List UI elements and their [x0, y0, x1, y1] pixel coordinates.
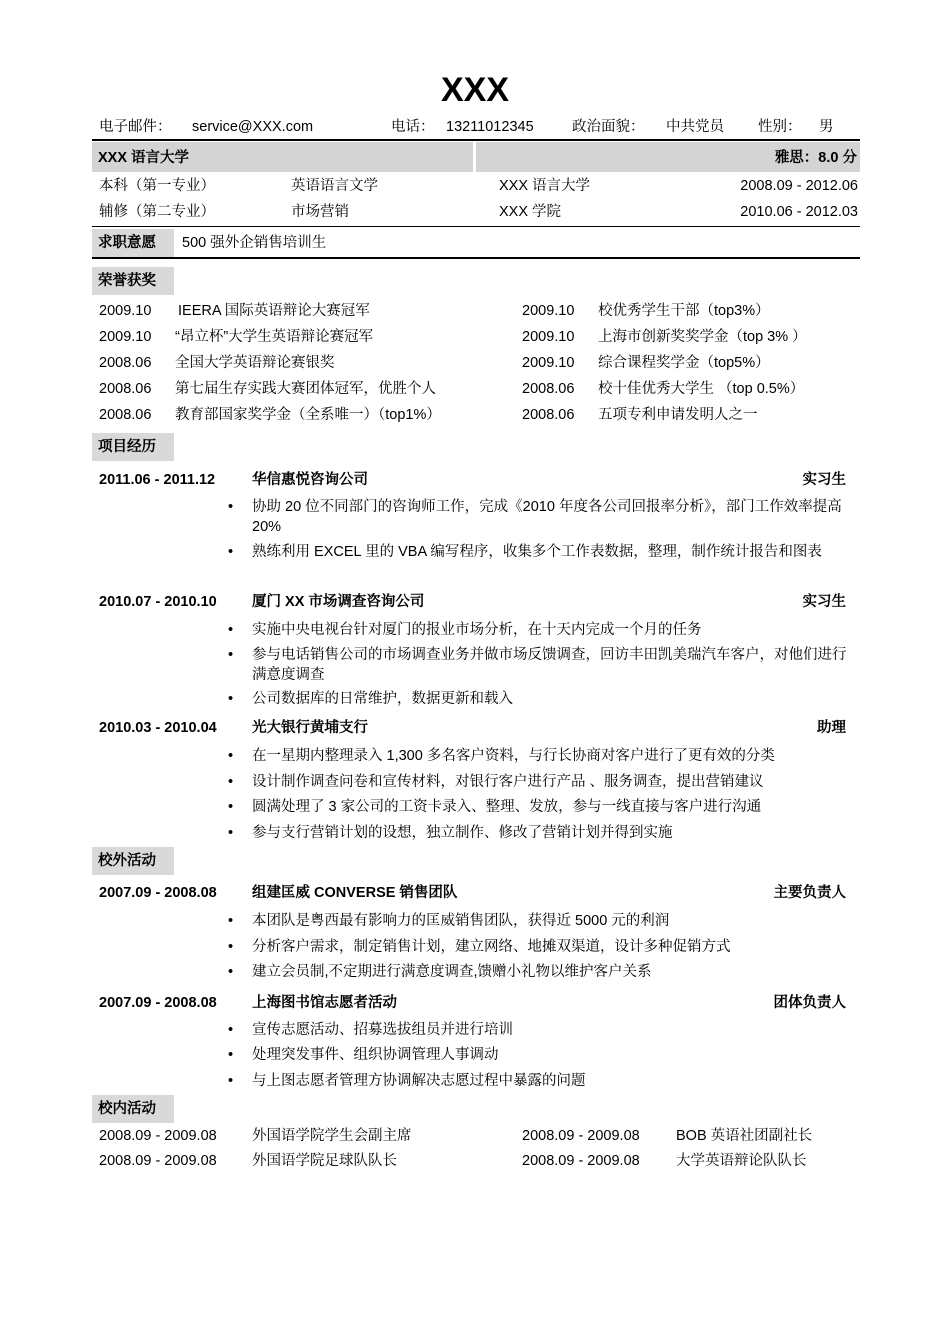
- edu-row-2-school: XXX 学院: [499, 204, 562, 220]
- gender-value: 男: [819, 119, 834, 135]
- honor-right-4-date: 2008.06: [522, 381, 575, 397]
- honor-right-2-date: 2009.10: [522, 329, 575, 345]
- project-1-period: 2011.06 - 2011.12: [99, 472, 216, 488]
- edu-row-2-period: 2010.06 - 2012.03: [740, 204, 858, 220]
- honor-right-5-text: 五项专利申请发明人之一: [598, 407, 758, 423]
- phone-label: 电话：: [391, 119, 435, 135]
- honor-left-5-date: 2008.06: [99, 407, 152, 423]
- edu-row-2-major: 市场营销: [291, 204, 349, 220]
- ielts-score: 雅思：8.0 分: [774, 150, 857, 166]
- honor-right-3-text: 综合课程奖学金（top5%）: [598, 355, 770, 371]
- outside-2-org: 上海图书馆志愿者活动: [252, 995, 397, 1011]
- edu-row-1-school: XXX 语言大学: [499, 178, 591, 194]
- project-3-org: 光大银行黄埔支行: [252, 720, 368, 736]
- project-2-bullet-2: • 参与电话销售公司的市场调查业务并做市场反馈调查，回访丰田凯美瑞汽车客户，对他们进行满意度调查: [228, 647, 847, 683]
- outside-1-period: 2007.09 - 2008.08: [99, 885, 217, 901]
- project-3-role: 助理: [817, 720, 846, 736]
- politics-value: 中共党员: [666, 119, 724, 135]
- edu-row-1-type: 本科（第一专业）: [99, 178, 215, 194]
- edu-row-2-type: 辅修（第二专业）: [99, 204, 215, 220]
- project-2-org: 厦门 XX 市场调查咨询公司: [252, 594, 425, 610]
- outside-heading: 校外活动: [92, 847, 174, 875]
- campus-left-1-period: 2008.09 - 2009.08: [99, 1128, 217, 1144]
- project-1-org: 华信惠悦咨询公司: [252, 472, 368, 488]
- honor-left-4-text: 第七届生存实践大赛团体冠军，优胜个人: [175, 381, 436, 397]
- objective-value: 500 强外企销售培训生: [182, 235, 327, 251]
- honor-right-1-date: 2009.10: [522, 303, 575, 319]
- edu-row-1-major: 英语语言文学: [291, 178, 378, 194]
- honor-right-5-date: 2008.06: [522, 407, 575, 423]
- outside-2-role: 团体负责人: [773, 995, 846, 1011]
- gender-label: 性别：: [758, 119, 802, 135]
- education-school: XXX 语言大学: [98, 150, 190, 166]
- honor-left-5-text: 教育部国家奖学金（全系唯一）（top1%）: [175, 407, 441, 423]
- honor-left-1-date: 2009.10: [99, 303, 152, 319]
- email-value: service@XXX.com: [192, 119, 314, 135]
- project-3-period: 2010.03 - 2010.04: [99, 720, 217, 736]
- objective-heading: 求职意愿: [92, 229, 174, 257]
- campus-right-1-text: BOB 英语社团副社长: [676, 1128, 813, 1144]
- campus-heading: 校内活动: [92, 1095, 174, 1123]
- honor-right-2-text: 上海市创新奖奖学金（top 3% ）: [598, 329, 807, 345]
- education-divider: [92, 226, 860, 227]
- honor-right-4-text: 校十佳优秀大学生 （top 0.5%）: [598, 381, 805, 397]
- project-1-role: 实习生: [802, 472, 846, 488]
- campus-left-2-text: 外国语学院足球队队长: [252, 1153, 397, 1169]
- project-1-bullet-2: • 熟练利用 EXCEL 里的 VBA 编写程序，收集多个工作表数据，整理，制作统计报告和图表: [228, 544, 822, 560]
- edu-row-1-period: 2008.09 - 2012.06: [740, 178, 858, 194]
- campus-right-1-period: 2008.09 - 2009.08: [522, 1128, 640, 1144]
- objective-divider: [92, 257, 860, 259]
- header-divider: [92, 139, 860, 141]
- email-label: 电子邮件：: [99, 119, 172, 135]
- phone-value: 13211012345: [446, 119, 534, 135]
- project-2-role: 实习生: [802, 594, 846, 610]
- honor-left-2-text: “昂立杯”大学生英语辩论赛冠军: [175, 329, 374, 345]
- campus-left-1-text: 外国语学院学生会副主席: [252, 1128, 412, 1144]
- honor-left-3-date: 2008.06: [99, 355, 152, 371]
- projects-heading: 项目经历: [92, 433, 174, 461]
- honor-left-4-date: 2008.06: [99, 381, 152, 397]
- project-1-bullet-1: • 协助 20 位不同部门的咨询师工作，完成《2010 年度各公司回报率分析》，部门工作效率提高 20%: [228, 499, 842, 535]
- outside-2-period: 2007.09 - 2008.08: [99, 995, 217, 1011]
- outside-1-role: 主要负责人: [773, 885, 846, 901]
- honor-right-1-text: 校优秀学生干部（top3%）: [598, 303, 770, 319]
- campus-left-2-period: 2008.09 - 2009.08: [99, 1153, 217, 1169]
- honor-left-1-text: IEERA 国际英语辩论大赛冠军: [178, 303, 370, 319]
- honor-left-2-date: 2009.10: [99, 329, 152, 345]
- honor-right-3-date: 2009.10: [522, 355, 575, 371]
- honor-left-3-text: 全国大学英语辩论赛银奖: [175, 355, 335, 371]
- honors-heading: 荣誉获奖: [92, 267, 174, 295]
- campus-right-2-text: 大学英语辩论队队长: [676, 1153, 807, 1169]
- campus-right-2-period: 2008.09 - 2009.08: [522, 1153, 640, 1169]
- resume-name: XXX: [440, 71, 510, 109]
- outside-1-org: 组建匡威 CONVERSE 销售团队: [252, 885, 458, 901]
- project-2-period: 2010.07 - 2010.10: [99, 594, 217, 610]
- politics-label: 政治面貌：: [572, 119, 645, 135]
